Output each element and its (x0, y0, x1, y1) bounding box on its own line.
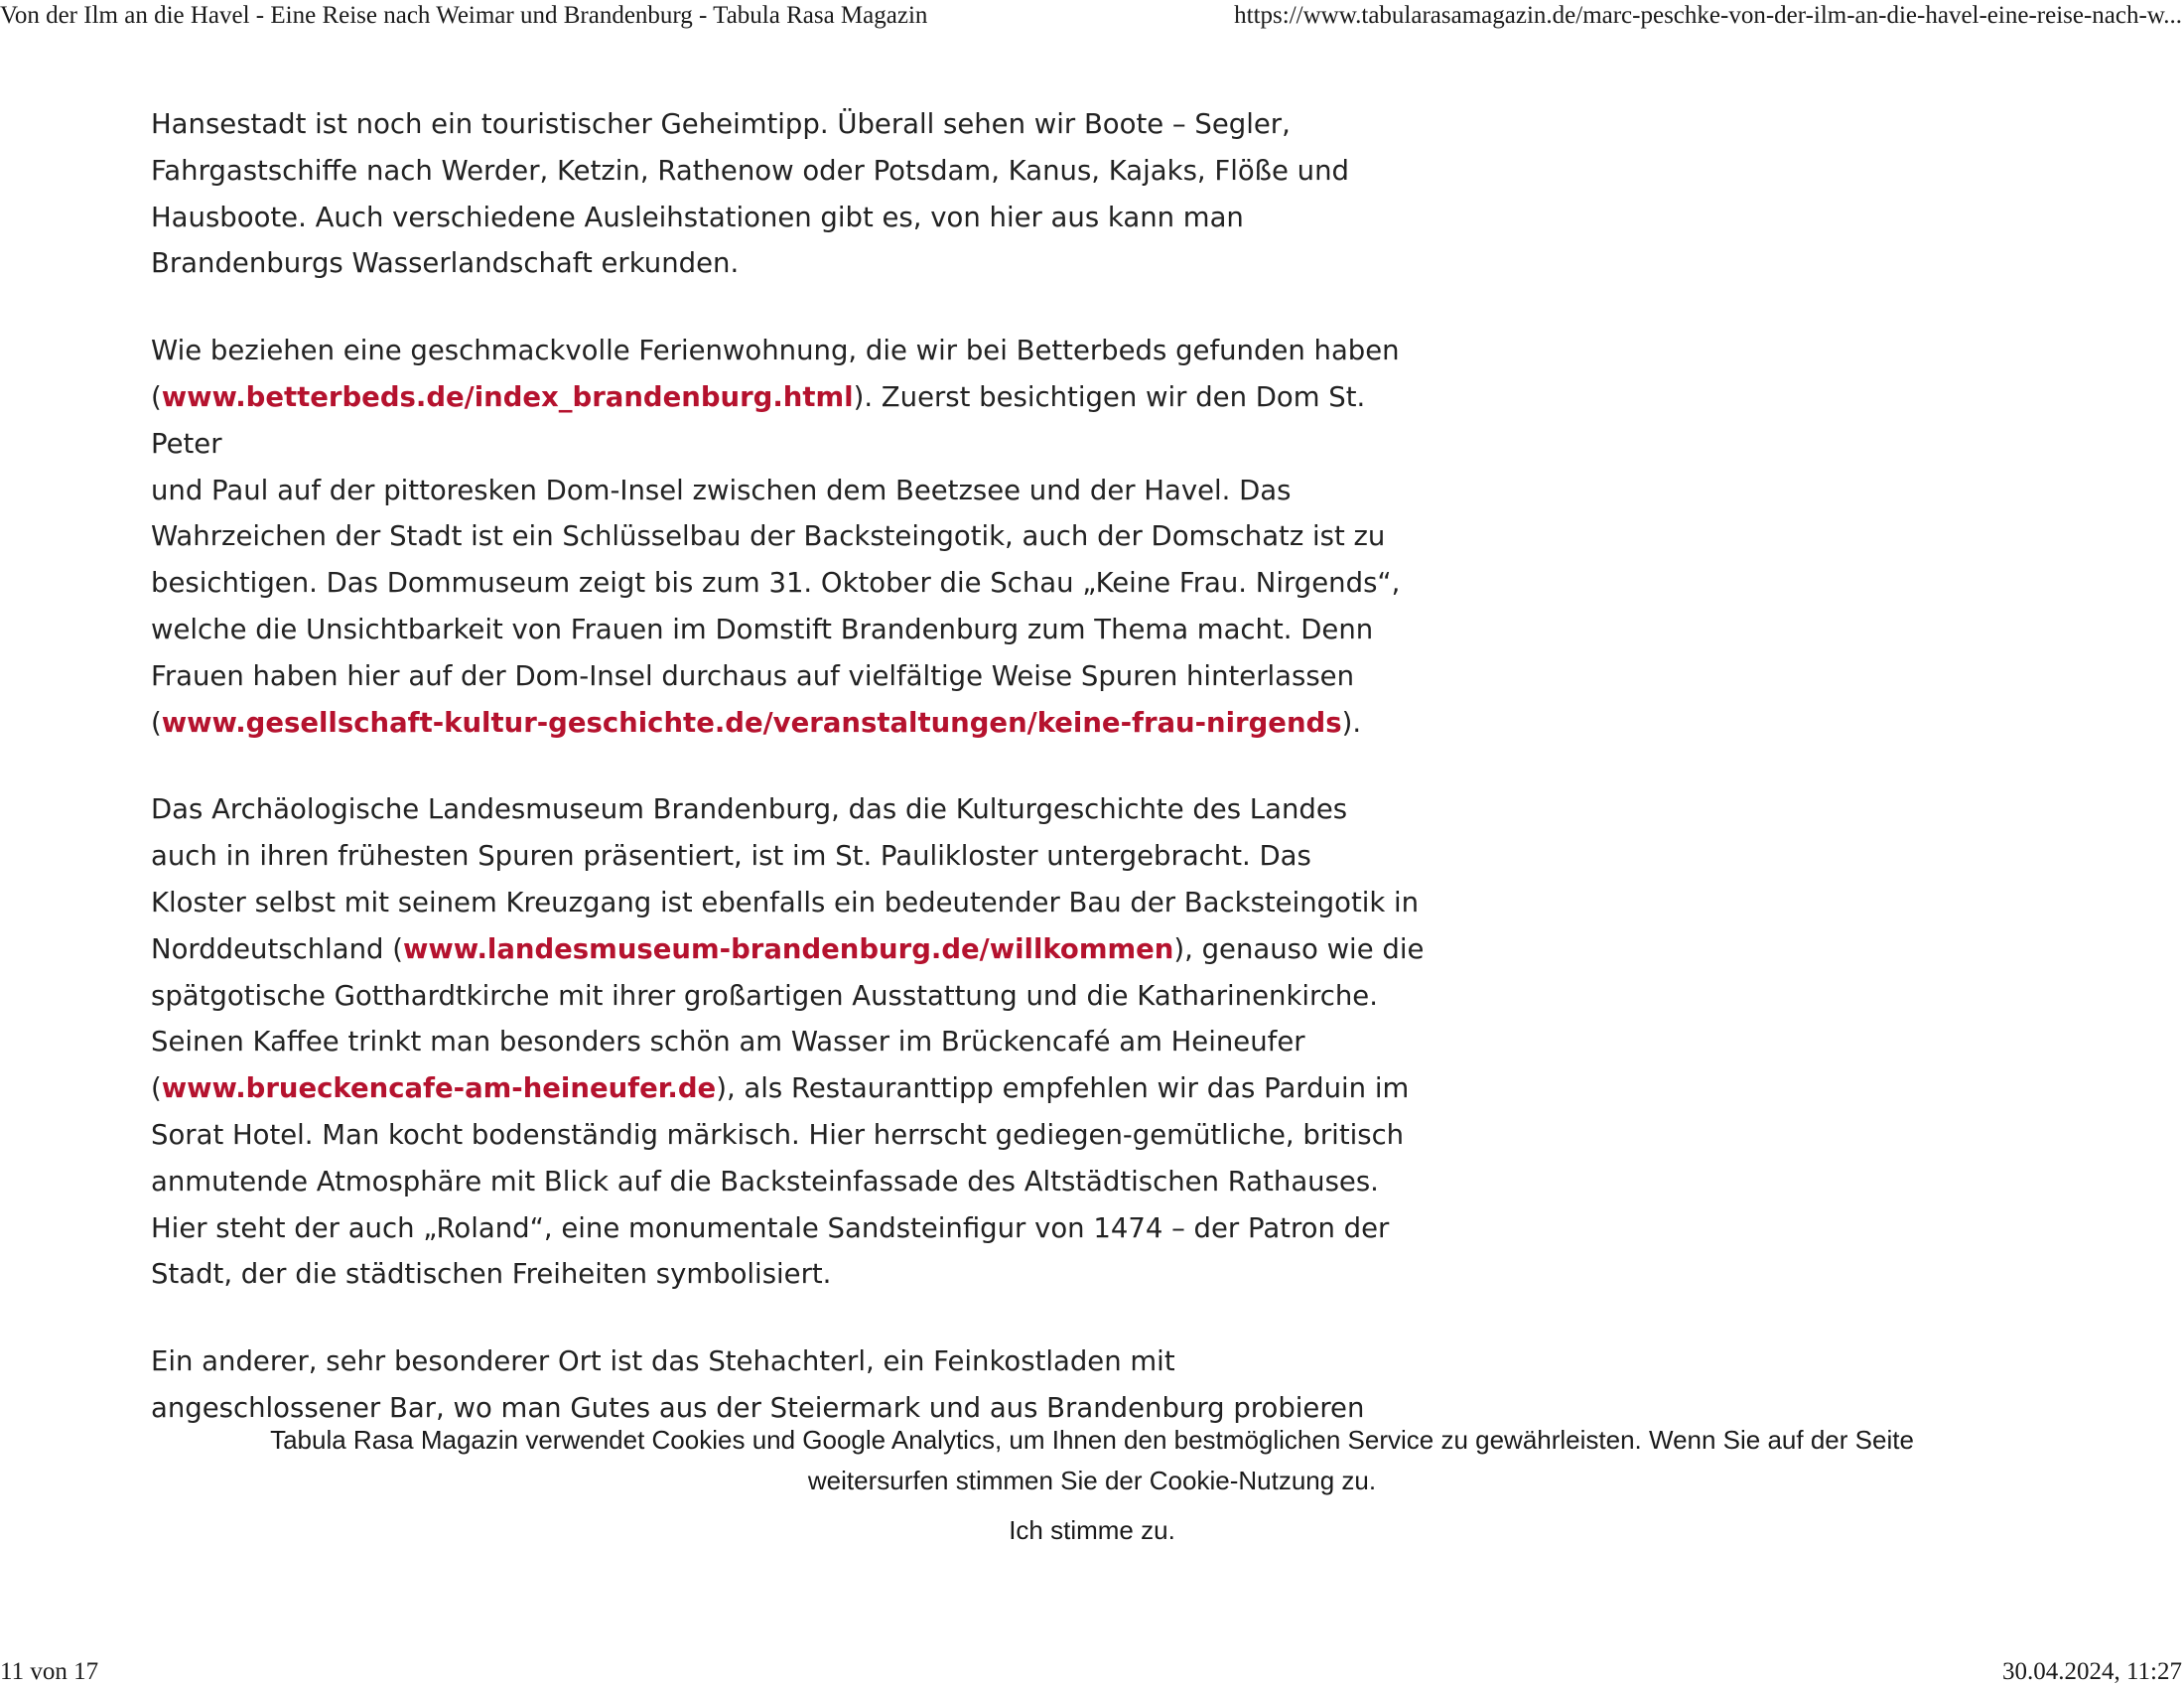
cookie-accept-button[interactable]: Ich stimme zu. (1009, 1515, 1175, 1545)
article-paragraph-4: Ein anderer, sehr besonderer Ort ist das Stehachterl, ein Feinkostladen mit angeschlossener Bar, wo man Gutes aus der Steiermark und aus Brandenburg probieren (151, 1345, 1365, 1424)
print-header-url: https://www.tabularasamagazin.de/marc-peschke-von-der-ilm-an-die-havel-eine-reise-nach-w... (1234, 2, 2182, 29)
article-paragraph-3 (151, 786, 1432, 1298)
print-header-title: Von der Ilm an die Havel - Eine Reise nach Weimar und Brandenburg - Tabula Rasa Magazin (0, 2, 928, 29)
article-text: Das Archäologische Landesmuseum Brandenburg, das die Kulturgeschichte des Landes auch in ihren frühesten Spuren präsentiert, ist im St. Paulikloster untergebracht. Das Kloster selbst mit seinem Kreuzgang ist ebenfalls ein bedeutender Bau der Backsteingotik in Norddeutschland ( (151, 793, 1420, 965)
article-text: ), als Restauranttipp empfehlen wir das Parduin im Sorat Hotel. Man kocht bodenständig märkisch. Hier herrscht gediegen-gemütliche, britisch anmutende Atmosphäre mit Blick auf die Backsteinfassade des Altstädtischen Rathauses. Hier steht der auch „Roland“, eine monumentale Sandsteinfigur von 1474 – der Patron der Stadt, der die städtischen Freiheiten symbolisiert. (151, 1072, 1410, 1291)
article-paragraph-2 (151, 328, 1432, 746)
article-paragraph-1: Hansestadt ist noch ein touristischer Geheimtipp. Überall sehen wir Boote – Segler, Fahrgastschiffe nach Werder, Ketzin, Rathenow oder Potsdam, Kanus, Kajaks, Flöße und Hausboote. Auch verschiedene Ausleihstationen gibt es, von hier aus kann man Brandenburgs Wasserlandschaft erkunden. (151, 108, 1349, 280)
article-text: ). Zuerst besichtigen wir den Dom St. Peter und Paul auf der pittoresken Dom-Insel zwischen dem Beetzsee und der Havel. Das Wahrzeichen der Stadt ist ein Schlüsselbau der Backsteingotik, auch der Domschatz ist zu besichtigen. Das Dommuseum zeigt bis zum 31. Oktober die Schau „Keine Frau. Nirgends“, welche die Unsichtbarkeit von Frauen im Domstift Brandenburg zum Thema macht. Denn Frauen haben hier auf der Dom-Insel durchaus auf vielfältige Weise Spuren hinterlassen ( (151, 380, 1401, 739)
gesellschaft-kultur-geschichte-link[interactable]: www.gesellschaft-kultur-geschichte.de/veranstaltungen/keine-frau-nirgends (161, 706, 1342, 739)
article-text: Wie beziehen eine geschmackvolle Ferienwohnung, die wir bei Betterbeds gefunden haben ( (151, 335, 1400, 413)
article-body (151, 101, 1432, 1473)
print-footer-datetime: 30.04.2024, 11:27 (2001, 1658, 2182, 1685)
brueckencafe-link[interactable]: www.brueckencafe-am-heineufer.de (161, 1072, 717, 1105)
betterbeds-link[interactable]: www.betterbeds.de/index_brandenburg.html (161, 380, 854, 413)
cookie-notice-text: Tabula Rasa Magazin verwendet Cookies und Google Analytics, um Ihnen den bestmöglichen Service zu gewährleisten. Wenn Sie auf der Seite weitersurfen stimmen Sie der Cookie-Nutzung zu. (270, 1425, 1914, 1495)
cookie-banner (0, 1420, 2184, 1546)
print-footer-page-number: 11 von 17 (0, 1658, 99, 1685)
article-text: ), genauso wie die spätgotische Gotthardtkirche mit ihrer großartigen Ausstattung und die Katharinenkirche. Seinen Kaffee trinkt man besonders schön am Wasser im Brückencafé am Heineufer ( (151, 932, 1425, 1105)
article-text: ). (1341, 706, 1362, 739)
landesmuseum-link[interactable]: www.landesmuseum-brandenburg.de/willkommen (403, 932, 1174, 965)
